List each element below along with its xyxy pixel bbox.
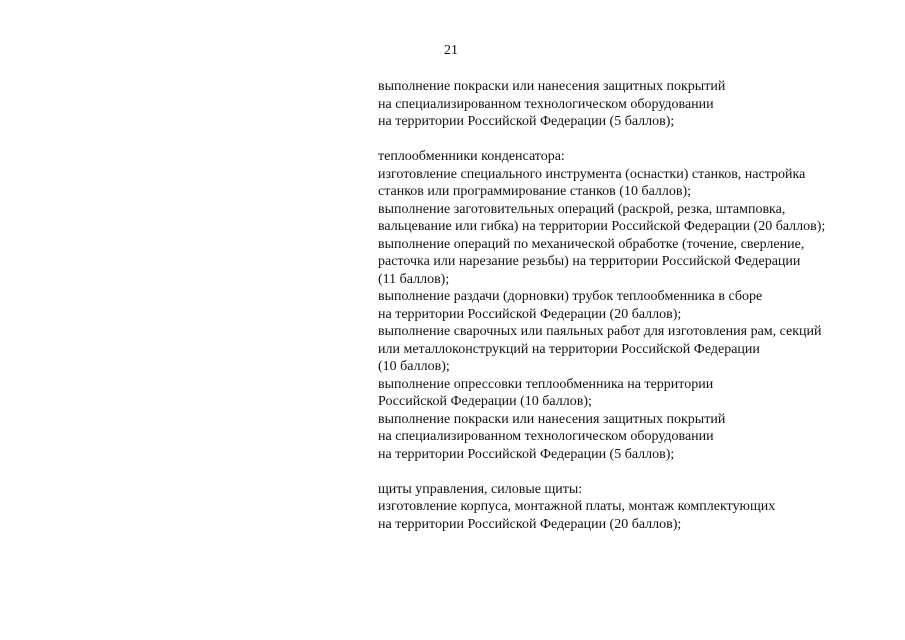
text-block [378,481,878,534]
text-line: (11 баллов); [378,271,450,287]
text-block [378,78,878,131]
text-line: или металлоконструкций на территории Российской Федерации [378,341,760,357]
text-line: выполнение операций по механической обработке (точение, сверление, [378,236,805,252]
text-line: на территории Российской Федерации (20 баллов); [378,516,682,532]
text-line: изготовление корпуса, монтажной платы, монтаж комплектующих [378,499,776,514]
text-line: вальцевание или гибка) на территории Российской Федерации (20 баллов); [378,219,826,234]
text-line: станков или программирование станков (10 баллов); [378,184,692,199]
text-line: выполнение заготовительных операций (раскрой, резка, штамповка, [378,201,786,217]
text-line: выполнение покраски или нанесения защитных покрытий [378,411,726,427]
text-line: (10 баллов); [378,359,450,374]
text-line: на территории Российской Федерации (20 баллов); [378,306,682,322]
paragraph-gap [378,131,878,149]
text-line: выполнение покраски или нанесения защитных покрытий [378,79,726,94]
text-line: выполнение сварочных или паяльных работ для изготовления рам, секций [378,324,822,339]
text-line: на специализированном технологическом оборудовании [378,96,714,112]
text-line: расточка или нарезание резьбы) на территории Российской Федерации [378,254,801,269]
text-block [378,148,878,463]
text-line: на территории Российской Федерации (5 баллов); [378,446,675,462]
section-heading: теплообменники конденсатора: [378,149,565,164]
text-line: выполнение опрессовки теплообменника на территории [378,376,714,392]
text-line: на специализированном технологическом оборудовании [378,429,714,444]
text-line: изготовление специального инструмента (оснастки) станков, настройка [378,166,806,182]
text-line: Российской Федерации (10 баллов); [378,394,592,409]
text-line: выполнение раздачи (дорновки) трубок теплообменника в сборе [378,289,763,304]
paragraph-gap [378,463,878,481]
text-line: на территории Российской Федерации (5 баллов); [378,114,675,129]
section-heading: щиты управления, силовые щиты: [378,481,583,497]
document-body [378,78,878,533]
page-number: 21 [444,43,458,58]
